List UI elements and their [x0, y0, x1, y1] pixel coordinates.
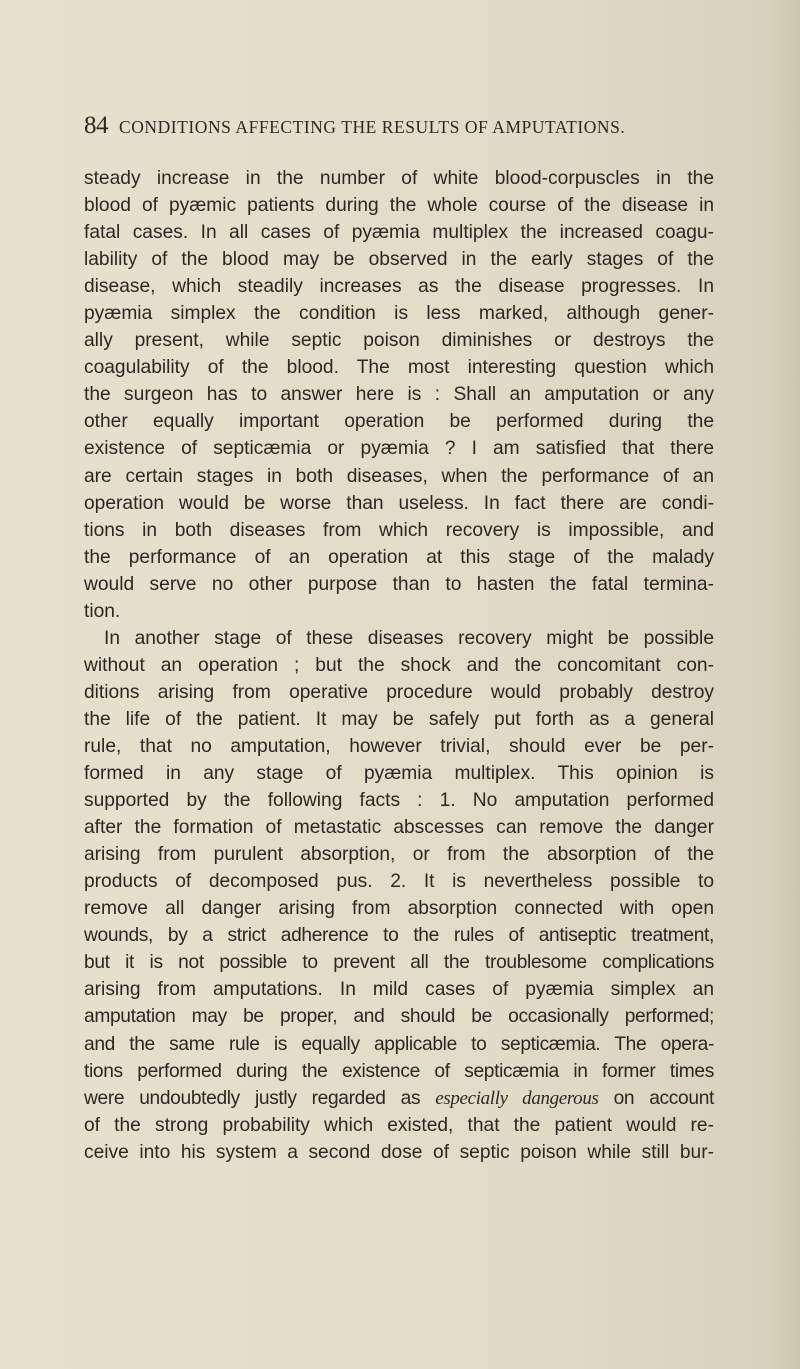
- text-line: products of decomposed pus. 2. It is nevertheless possible to: [84, 871, 714, 893]
- text-line: steady increase in the number of white blood-corpuscles in the: [84, 168, 714, 189]
- text-line: ditions arising from operative procedure would probably destroy: [84, 681, 714, 703]
- text-line: supported by the following facts : 1. No amputation performed: [84, 790, 714, 812]
- book-page: [84, 112, 714, 1166]
- text-line: pyæmia simplex the condition is less marked, although gener-: [84, 303, 714, 325]
- text-line: the life of the patient. It may be safely put forth as a general: [84, 708, 714, 730]
- text-line: and the same rule is equally applicable to septicæmia. The opera-: [84, 1033, 714, 1055]
- text-line: the surgeon has to answer here is : Shall an amputation or any: [84, 384, 714, 406]
- text-line: fatal cases. In all cases of pyæmia multiplex the increased coagu-: [84, 222, 714, 244]
- body-text: [84, 165, 714, 1166]
- text-line: are certain stages in both diseases, when the performance of an: [84, 465, 714, 487]
- text-line: amputation may be proper, and should be occasionally performed;: [84, 1006, 714, 1028]
- emphasis-text: especially dangerous: [435, 1087, 599, 1109]
- text-line: lability of the blood may be observed in the early stages of the: [84, 249, 714, 271]
- text-line: the performance of an operation at this stage of the malady: [84, 546, 714, 568]
- text-line: wounds, by a strict adherence to the rules of antiseptic treatment,: [84, 925, 714, 947]
- page-number: 84: [84, 112, 108, 139]
- text-line: operation would be worse than useless. In fact there are condi-: [84, 492, 714, 514]
- text-line: In another stage of these diseases recovery might be possible: [104, 627, 714, 649]
- text-line: blood of pyæmic patients during the whole course of the disease in: [84, 195, 714, 217]
- text-segment: were undoubtedly justly regarded as: [84, 1087, 436, 1109]
- text-line-with-emphasis: [84, 1085, 714, 1112]
- text-line: tions performed during the existence of septicæmia in former times: [84, 1060, 714, 1082]
- text-segment: on account: [598, 1087, 714, 1109]
- text-line: formed in any stage of pyæmia multiplex. This opinion is: [84, 763, 714, 785]
- running-head: [84, 112, 714, 152]
- text-line: remove all danger arising from absorption connected with open: [84, 898, 714, 920]
- chapter-title: CONDITIONS AFFECTING THE RESULTS OF AMPUTATIONS.: [119, 117, 626, 137]
- text-line: tions in both diseases from which recovery is impossible, and: [84, 519, 714, 541]
- text-line: would serve no other purpose than to hasten the fatal termina-: [84, 573, 714, 595]
- text-line: arising from amputations. In mild cases of pyæmia simplex an: [84, 979, 714, 1001]
- text-line: rule, that no amputation, however trivial, should ever be per-: [84, 735, 714, 757]
- text-line: after the formation of metastatic abscesses can remove the danger: [84, 817, 714, 839]
- text-line: ceive into his system a second dose of septic poison while still bur-: [84, 1141, 714, 1163]
- text-line: coagulability of the blood. The most interesting question which: [84, 357, 714, 379]
- text-line: without an operation ; but the shock and the concomitant con-: [84, 654, 714, 676]
- text-line: tion.: [84, 600, 121, 622]
- text-line: but it is not possible to prevent all the troublesome complications: [84, 952, 714, 974]
- text-line: of the strong probability which existed, that the patient would re-: [84, 1114, 714, 1136]
- text-line: arising from purulent absorption, or from the absorption of the: [84, 844, 714, 866]
- text-line: other equally important operation be performed during the: [84, 411, 714, 433]
- text-line: ally present, while septic poison diminishes or destroys the: [84, 330, 714, 352]
- text-line: disease, which steadily increases as the disease progresses. In: [84, 276, 714, 298]
- text-line: existence of septicæmia or pyæmia ? I am satisfied that there: [84, 438, 714, 460]
